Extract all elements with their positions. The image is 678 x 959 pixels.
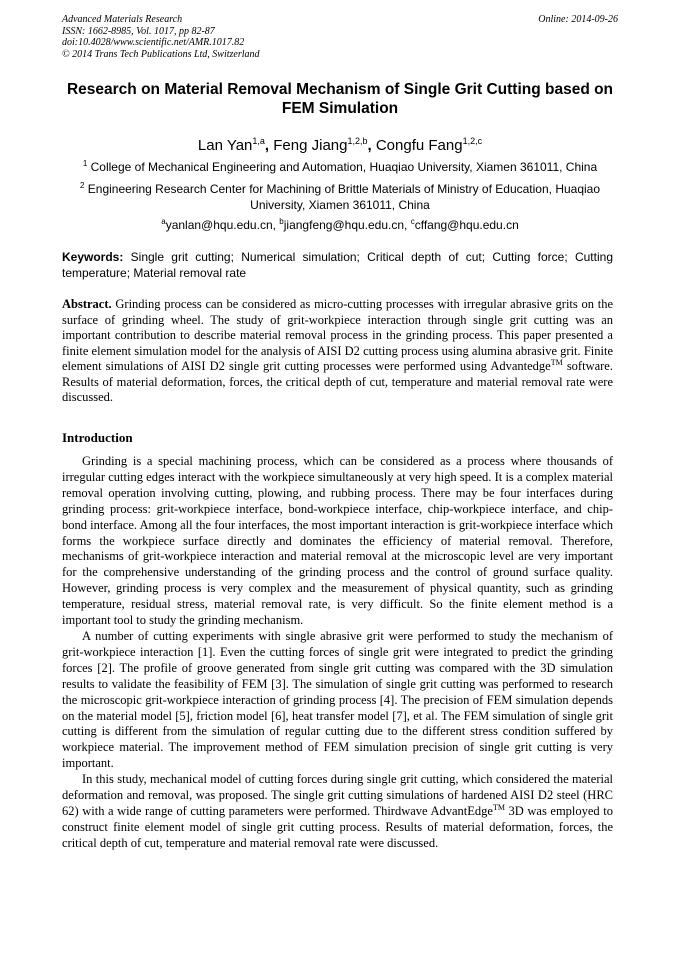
email-sup: c: [410, 217, 415, 226]
paper-title: Research on Material Removal Mechanism of Single Grit Cutting based on FEM Simulation: [66, 81, 614, 117]
email-sup: b: [279, 217, 284, 226]
journal-header: [62, 14, 618, 60]
affiliation-1: [62, 156, 618, 176]
journal-name: Advanced Materials Research: [62, 14, 183, 25]
email-link[interactable]: cffang@hqu.edu.cn: [414, 218, 519, 232]
keywords-text: Single grit cutting; Numerical simulation; Critical depth of cut; Cutting force; Cutting temperature; Material removal rate: [62, 250, 613, 280]
copyright-line: © 2014 Trans Tech Publications Ltd, Switzerland: [62, 48, 260, 60]
author-affiliation-sup: 1,2,b: [347, 136, 368, 146]
abstract-text-end: software. Results of material deformation, forces, the critical depth of cut, temperature and material removal rate were discussed.: [62, 359, 613, 404]
author-affiliation-sup: 1,a: [252, 136, 265, 146]
paragraph: A number of cutting experiments with single abrasive grit were performed to study the mechanism of grit-workpiece interaction [1]. Even the cutting forces of single grit were integrated to predict the grinding forces [2]. The profile of groove generated from single grit cutting was compared with the 3D simulation results to validate the feasibility of FEM [3]. The simulation of single grit cutting was performed to research the microscopic grit-workpiece interaction of grinding process [4]. The precision of FEM simulation depends on the material model [5], friction model [6], heat transfer model [7], et al. The FEM simulation of single grit cutting is different from the simulation of regular cutting due to the different stress condition suffered by workpiece material. The improvement method of FEM simulation precision of single grit cutting is very important.: [62, 628, 613, 771]
email-sup: a: [161, 217, 166, 226]
author-name: Lan Yan: [197, 137, 253, 154]
introduction-heading: Introduction: [62, 430, 133, 445]
issn-line: ISSN: 1662-8985, Vol. 1017, pp 82-87: [62, 25, 215, 37]
trademark-sup: TM: [492, 802, 505, 812]
author-name: Feng Jiang: [273, 137, 348, 154]
paragraph-text-end: 3D was employed to construct finite element model of single grit cutting process. Results of material deformation, forces, the critical depth of cut, temperature and material removal rate were discussed.: [62, 803, 613, 850]
email-link[interactable]: yanlan@hqu.edu.cn,: [165, 218, 276, 232]
keywords: [62, 250, 613, 281]
author-affiliation-sup: 1,2,c: [462, 136, 483, 146]
paragraph: Grinding is a special machining process, which can be considered as a process where thousands of irregular cutting edges interact with the workpiece simultaneously at very high speed. It is a complex material removal operation involving cutting, plowing, and rubbing process. There may be four interfaces during grinding process: grit-workpiece interface, bond-workpiece interface, chip-workpiece interface, and chip-bond interface. Among all the four interfaces, the most important interaction is grit-workpiece interface which forms the workpiece surface directly and dominates the efficiency of material removal. Therefore, mechanisms of grit-workpiece interaction and material removal at the microscopic level are very important for the comprehensive understanding of the grinding process and the control of ground surface quality. However, grinding process is very complex and the measurement of physical quantity, such as grinding temperature, residual stress, material removal rate, is very difficult. So the finite element method is a important tool to study the grinding mechanism.: [62, 454, 613, 628]
paragraph: [62, 772, 613, 852]
affiliation-sup: 2: [79, 181, 85, 190]
abstract-label: Abstract.: [62, 297, 112, 311]
doi-line: doi:10.4028/www.scientific.net/AMR.1017.82: [62, 37, 245, 48]
keywords-label: Keywords:: [62, 250, 124, 264]
online-date: Online: 2014-09-26: [538, 14, 618, 25]
affiliation-sup: 1: [82, 159, 88, 168]
affiliation-text: College of Mechanical Engineering and Automation, Huaqiao University, Xiamen 361011, China: [90, 160, 598, 174]
abstract: [62, 297, 613, 406]
affiliation-text: Engineering Research Center for Machining of Brittle Materials of Ministry of Education, Huaqiao University, Xiamen 361011, China: [87, 182, 601, 212]
email-link[interactable]: jiangfeng@hqu.edu.cn,: [283, 218, 408, 232]
author-list: Lan Yan$^{1,a}$, Feng Jiang$^{1,2,b}$, Congfu Fang$^{1,2,c}$: [197, 136, 483, 154]
author-emails: [62, 214, 618, 233]
affiliation-2: [62, 178, 618, 213]
paragraph-text: In this study, mechanical model of cutting forces during single grit cutting, which considered the material deformation and removal, was proposed. The single grit cutting simulations of hardened AISI D2 steel (HRC 62) with a wide range of cutting parameters were performed. Thirdwave AdvantEdge: [62, 772, 613, 818]
trademark-sup: TM: [550, 358, 563, 367]
abstract-text: Grinding process can be considered as micro-cutting processes with irregular abrasive grits on the surface of grinding wheel. The study of grit-workpiece interaction through single grit cutting was an important contribution to describe material removal process in the grinding process. This paper presented a finite element simulation model for the analysis of AISI D2 cutting process using alumina abrasive grit. Finite element simulations of AISI D2 single grit cutting processes were performed using Advantedge: [62, 297, 614, 373]
introduction-body: [62, 454, 613, 852]
author-name: Congfu Fang: [375, 137, 463, 154]
